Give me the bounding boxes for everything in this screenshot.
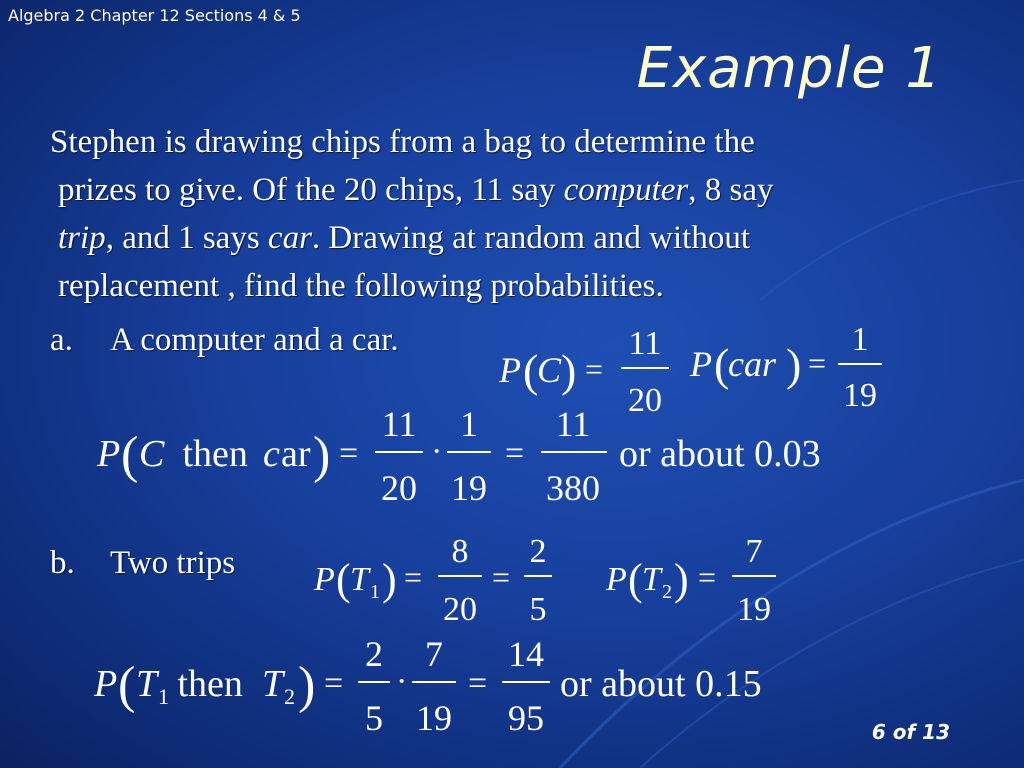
equals-sign: = <box>404 559 423 595</box>
paren-open: ( <box>628 555 643 604</box>
paren-close: ) <box>313 427 331 484</box>
fraction-denominator: 19 <box>451 468 487 508</box>
equals-sign: = <box>585 351 604 387</box>
fraction-numerator: 7 <box>745 533 763 570</box>
course-header: Algebra 2 Chapter 12 Sections 4 & 5 <box>8 6 301 25</box>
equation-p-trip-1 <box>312 528 562 632</box>
fraction-numerator: 1 <box>851 321 869 358</box>
text-computer: computer <box>563 172 689 208</box>
text-segment: . Drawing at random and without <box>311 220 750 256</box>
fraction-numerator: 2 <box>529 533 547 570</box>
equals-sign: = <box>505 435 525 472</box>
fraction-numerator: 2 <box>365 634 383 674</box>
symbol-p: P <box>314 561 335 598</box>
equals-sign: = <box>324 665 344 702</box>
text-segment: prizes to give. Of the 20 chips, 11 say <box>58 172 564 208</box>
part-text: A computer and a car. <box>110 322 399 358</box>
text-segment: , and 1 says <box>105 220 268 256</box>
symbol-p: P <box>94 663 118 705</box>
fraction-numerator: 7 <box>425 634 443 674</box>
approximation-text: or about 0.03 <box>619 433 821 475</box>
paren-close: ) <box>561 345 577 396</box>
part-b-label <box>50 545 235 582</box>
subscript: 1 <box>158 684 169 709</box>
fraction-denominator: 20 <box>628 382 662 419</box>
fraction-numerator: 11 <box>628 325 662 362</box>
fraction-denominator: 5 <box>529 591 547 628</box>
symbol-t: T <box>136 663 158 705</box>
part-text: Two trips <box>110 545 236 581</box>
fraction-numerator: 11 <box>381 404 417 444</box>
word-then: then <box>173 433 258 475</box>
part-letter: a. <box>50 322 73 358</box>
problem-line-4: replacement , find the following probabilities. <box>58 268 664 304</box>
multiplication-dot: · <box>396 663 408 700</box>
paren-close: ) <box>786 339 802 390</box>
subscript: 2 <box>284 684 295 709</box>
fraction-numerator: 14 <box>508 634 544 674</box>
subscript: 2 <box>662 581 672 603</box>
part-a-label <box>50 322 399 359</box>
symbol-t: T <box>642 561 661 598</box>
symbol-p: P <box>606 561 627 598</box>
equals-sign: = <box>339 435 359 472</box>
problem-line-1: Stephen is drawing chips from a bag to determine the <box>50 124 755 160</box>
paren-open: ( <box>523 345 539 396</box>
fraction-denominator: 20 <box>443 591 477 628</box>
equation-p-trip-2 <box>604 528 784 632</box>
symbol-c: C <box>139 433 165 475</box>
subscript: 1 <box>370 581 380 603</box>
equals-sign: = <box>698 559 717 595</box>
symbol-c: C <box>537 350 562 390</box>
slide-page-number: 6 of 13 <box>871 720 950 744</box>
fraction-numerator: 8 <box>451 533 469 570</box>
fraction-denominator: 5 <box>365 698 383 738</box>
fraction-denominator: 19 <box>737 591 771 628</box>
word-then: then <box>168 663 253 705</box>
fraction-denominator: 20 <box>381 468 417 508</box>
fraction-denominator: 380 <box>546 468 600 508</box>
problem-line-3 <box>50 214 950 262</box>
equals-sign: = <box>808 345 827 381</box>
paren-close: ) <box>674 555 689 604</box>
symbol-c-italic: c <box>263 433 280 475</box>
symbol-p: P <box>690 344 712 384</box>
symbol-p: P <box>499 350 521 390</box>
paren-open: ( <box>336 555 351 604</box>
text-ar: ar <box>281 433 311 475</box>
problem-statement <box>50 118 950 310</box>
approximation-text: or about 0.15 <box>560 663 762 705</box>
symbol-t: T <box>350 561 369 598</box>
fraction-denominator: 19 <box>416 698 452 738</box>
fraction-denominator: 19 <box>843 377 877 414</box>
paren-close: ) <box>298 657 316 714</box>
problem-line-2 <box>50 166 950 214</box>
text-segment: , 8 say <box>688 172 774 208</box>
equation-p-computer-then-car <box>95 400 865 512</box>
symbol-p: P <box>97 433 121 475</box>
fraction-denominator: 95 <box>508 698 544 738</box>
equals-sign: = <box>492 559 511 595</box>
paren-open: ( <box>121 427 139 484</box>
slide-title: Example 1 <box>636 36 942 101</box>
paren-open: ( <box>118 657 136 714</box>
text-car: car <box>267 220 312 256</box>
fraction-numerator: 11 <box>555 404 591 444</box>
paren-open: ( <box>714 339 730 390</box>
paren-close: ) <box>382 555 397 604</box>
fraction-numerator: 1 <box>460 404 478 444</box>
symbol-car: car <box>728 344 776 384</box>
equation-p-trip-then-trip <box>92 630 812 742</box>
part-letter: b. <box>50 545 75 581</box>
symbol-t: T <box>262 663 284 705</box>
equals-sign: = <box>468 665 488 702</box>
multiplication-dot: · <box>431 433 443 470</box>
text-trip: trip <box>58 220 106 256</box>
